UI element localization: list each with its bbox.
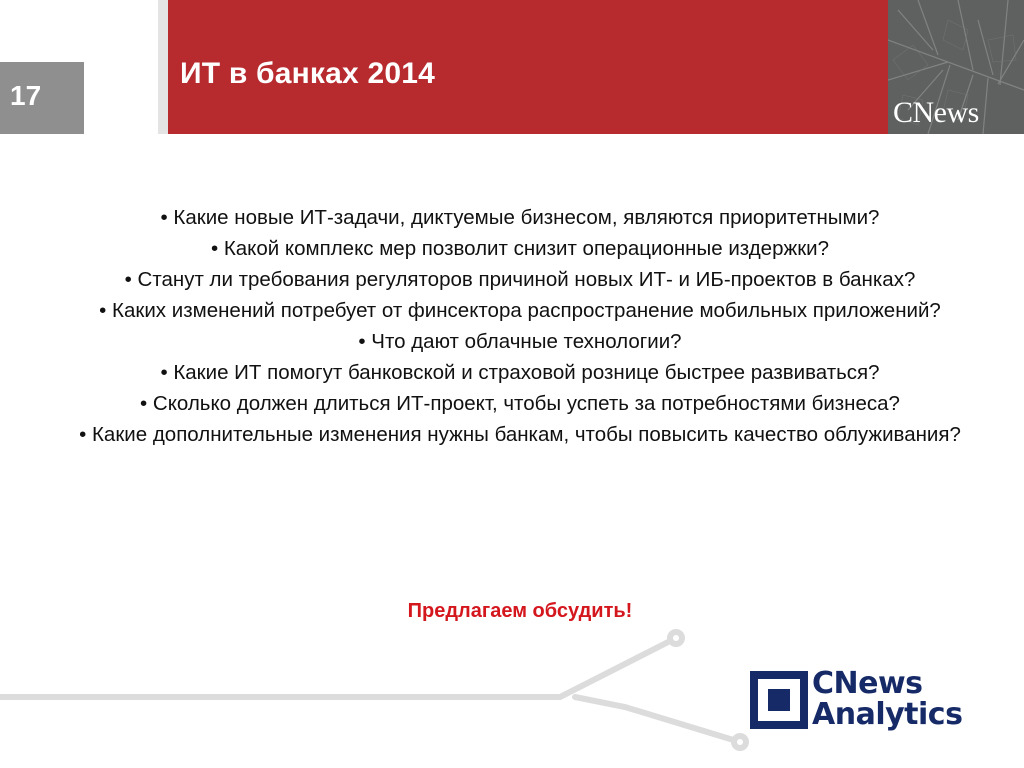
logo-text-analytics: Analytics xyxy=(812,697,963,732)
cnews-header-logo: CNews xyxy=(893,96,979,129)
header-divider xyxy=(158,0,168,134)
question-list xyxy=(40,202,1000,450)
logo-text-cnews: CNews xyxy=(812,666,923,701)
circuit-decoration xyxy=(0,620,760,768)
list-item: • Какие новые ИТ-задачи, диктуемые бизнесом, являются приоритетными? xyxy=(160,206,880,229)
list-item: • Каких изменений потребует от финсектора распространение мобильных приложений? xyxy=(99,299,941,322)
slide-number: 17 xyxy=(10,80,42,111)
list-item: • Что дают облачные технологии? xyxy=(358,330,682,353)
cnews-analytics-logo xyxy=(750,666,990,732)
list-item: • Какие дополнительные изменения нужны банкам, чтобы повысить качество облуживания? xyxy=(79,423,961,446)
call-to-action: Предлагаем обсудить! xyxy=(407,600,633,622)
list-item: • Какие ИТ помогут банковской и страховой рознице быстрее развиваться? xyxy=(160,361,880,384)
logo-square-icon xyxy=(750,671,808,729)
list-item: • Станут ли требования регуляторов причиной новых ИТ- и ИБ-проектов в банках? xyxy=(124,268,916,291)
slide-title: ИТ в банках 2014 xyxy=(180,57,435,90)
list-item: • Сколько должен длиться ИТ-проект, чтобы успеть за потребностями бизнеса? xyxy=(140,392,900,415)
list-item: • Какой комплекс мер позволит снизит операционные издержки? xyxy=(210,237,830,260)
